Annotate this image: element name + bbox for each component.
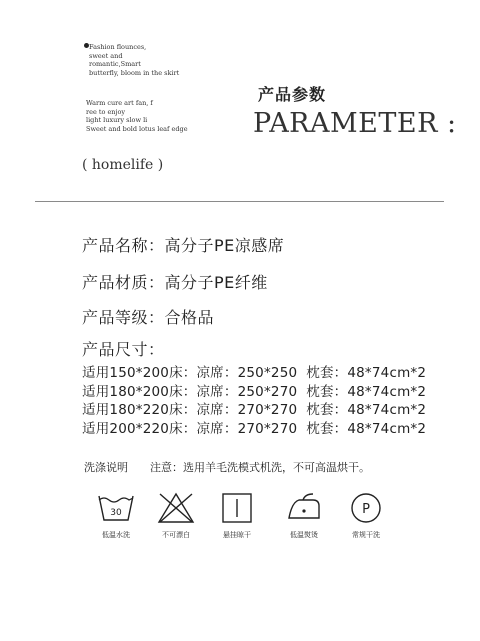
no-bleach-icon — [155, 490, 197, 526]
dry-clean-text: P — [362, 502, 370, 517]
wash-30-icon — [95, 490, 137, 526]
care-caption: 常规干洗 — [352, 531, 380, 539]
spec-material: 产品材质：高分子PE纤维 — [82, 273, 268, 292]
washing-label: 洗涤说明 — [84, 461, 128, 474]
care-caption: 不可漂白 — [162, 531, 190, 539]
spec-grade: 产品等级：合格品 — [82, 308, 215, 327]
decor-poem-2: Warm cure art fan, f ree to enjoy light luxury slow li Sweet and bold lotus leaf edge — [86, 99, 188, 133]
spec-size-label: 产品尺寸： — [82, 340, 165, 359]
size-row: 适用200*220床：凉席：270*270 枕套：48*74cm*2 — [82, 421, 427, 437]
washing-note: 注意：选用羊毛洗模式机洗，不可高温烘干。 — [150, 461, 370, 474]
care-caption: 悬挂晾干 — [223, 531, 251, 539]
dry-clean-p-icon — [345, 490, 387, 526]
divider — [35, 201, 444, 202]
size-row: 适用180*220床：凉席：270*270 枕套：48*74cm*2 — [82, 402, 427, 418]
wash-temp-text: 30 — [110, 508, 122, 518]
care-caption: 低温熨烫 — [290, 531, 318, 539]
spec-name: 产品名称：高分子PE凉感席 — [82, 236, 285, 255]
decor-poem-1: Fashion flounces, sweet and romantic,Smart butterfly, bloom in the skirt — [89, 43, 180, 77]
title-cn: 产品参数 — [258, 85, 327, 104]
low-iron-icon — [283, 490, 325, 526]
size-row: 适用180*200床：凉席：250*270 枕套：48*74cm*2 — [82, 384, 427, 400]
care-caption: 低温水洗 — [102, 531, 130, 539]
tagline: ( homelife ) — [82, 157, 164, 173]
size-row: 适用150*200床：凉席：250*250 枕套：48*74cm*2 — [82, 365, 427, 381]
drip-dry-icon — [216, 490, 258, 526]
title-en: PARAMETER : — [253, 108, 457, 139]
